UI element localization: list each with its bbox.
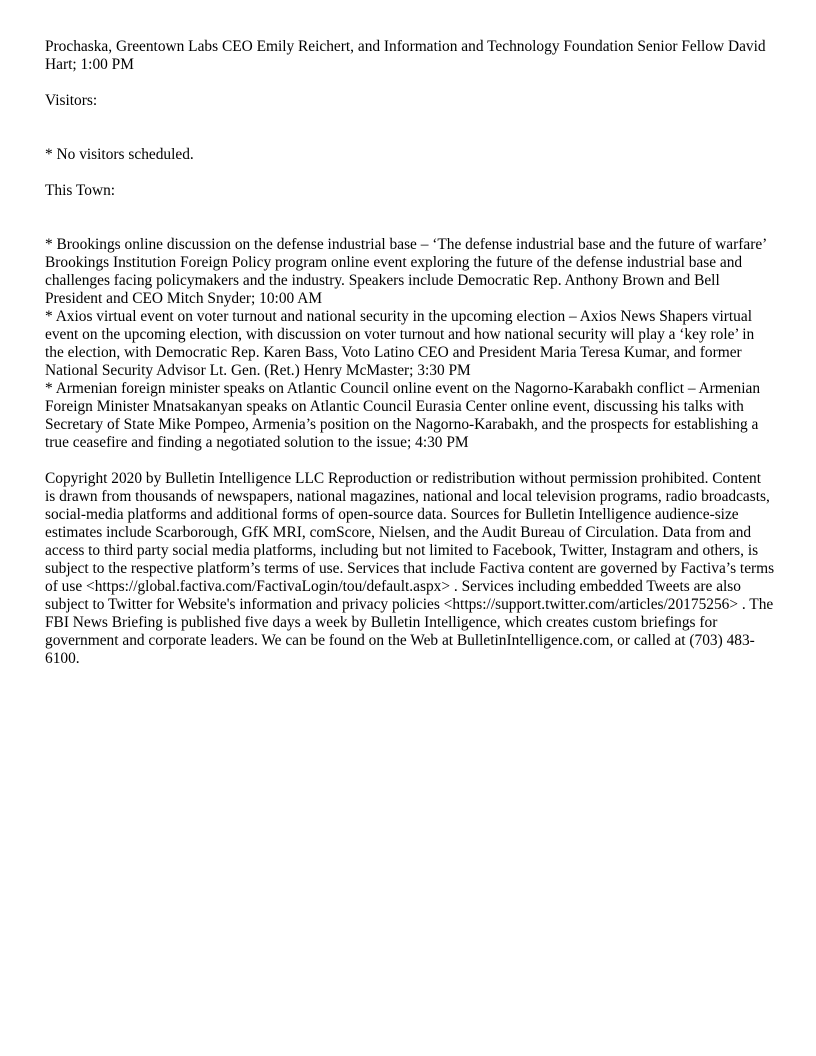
list-item: * No visitors scheduled. xyxy=(45,146,194,163)
visitors-list xyxy=(45,146,775,164)
copyright-notice: Copyright 2020 by Bulletin Intelligence LLC Reproduction or redistribution without permission prohibited. Content is drawn from thousands of newspapers, national magazines, national and local television programs, radio broadcasts, social-media platforms and additional forms of open-source data. Sources for Bulletin Intelligence audience-size estimates include Scarborough, GfK MRI, comScore, Nielsen, and the Audit Bureau of Circulation. Data from and access to third party social media platforms, including but not limited to Facebook, Twitter, Instagram and others, is subject to the respective platform’s terms of use. Services that include Factiva content are governed by Factiva’s terms of use <https://global.factiva.com/FactivaLogin/tou/default.aspx> . Services including embedded Tweets are also subject to Twitter for Website's information and privacy policies <https://support.twitter.com/articles/20175256> . The FBI News Briefing is published five days a week by Bulletin Intelligence, which creates custom briefings for government and corporate leaders. We can be found on the Web at BulletinIntelligence.com, or called at (703) 483-6100. xyxy=(45,470,775,667)
list-item: * Brookings online discussion on the defense industrial base – ‘The defense industrial base and the future of warfare’ Brookings Institution Foreign Policy program online event exploring the future of the defense industrial base and challenges facing policymakers and the industry. Speakers include Democratic Rep. Anthony Brown and Bell President and CEO Mitch Snyder; 10:00 AM xyxy=(45,236,767,307)
this-town-list xyxy=(45,236,775,452)
this-town-heading: This Town: xyxy=(45,182,116,199)
visitors-heading: Visitors: xyxy=(45,92,98,109)
continuation-paragraph: Prochaska, Greentown Labs CEO Emily Reichert, and Information and Technology Foundation Senior Fellow David Hart; 1:00 PM xyxy=(45,38,766,73)
list-item: * Armenian foreign minister speaks on Atlantic Council online event on the Nagorno-Karabakh conflict – Armenian Foreign Minister Mnatsakanyan speaks on Atlantic Council Eurasia Center online event, discussing his talks with Secretary of State Mike Pompeo, Armenia’s position on the Nagorno-Karabakh, and the prospects for establishing a true ceasefire and finding a negotiated solution to the issue; 4:30 PM xyxy=(45,380,761,451)
document-page xyxy=(45,38,775,686)
list-item: * Axios virtual event on voter turnout and national security in the upcoming election – Axios News Shapers virtual event on the upcoming election, with discussion on voter turnout and how national security will play a ‘key role’ in the election, with Democratic Rep. Karen Bass, Voto Latino CEO and President Maria Teresa Kumar, and former National Security Advisor Lt. Gen. (Ret.) Henry McMaster; 3:30 PM xyxy=(45,308,755,379)
